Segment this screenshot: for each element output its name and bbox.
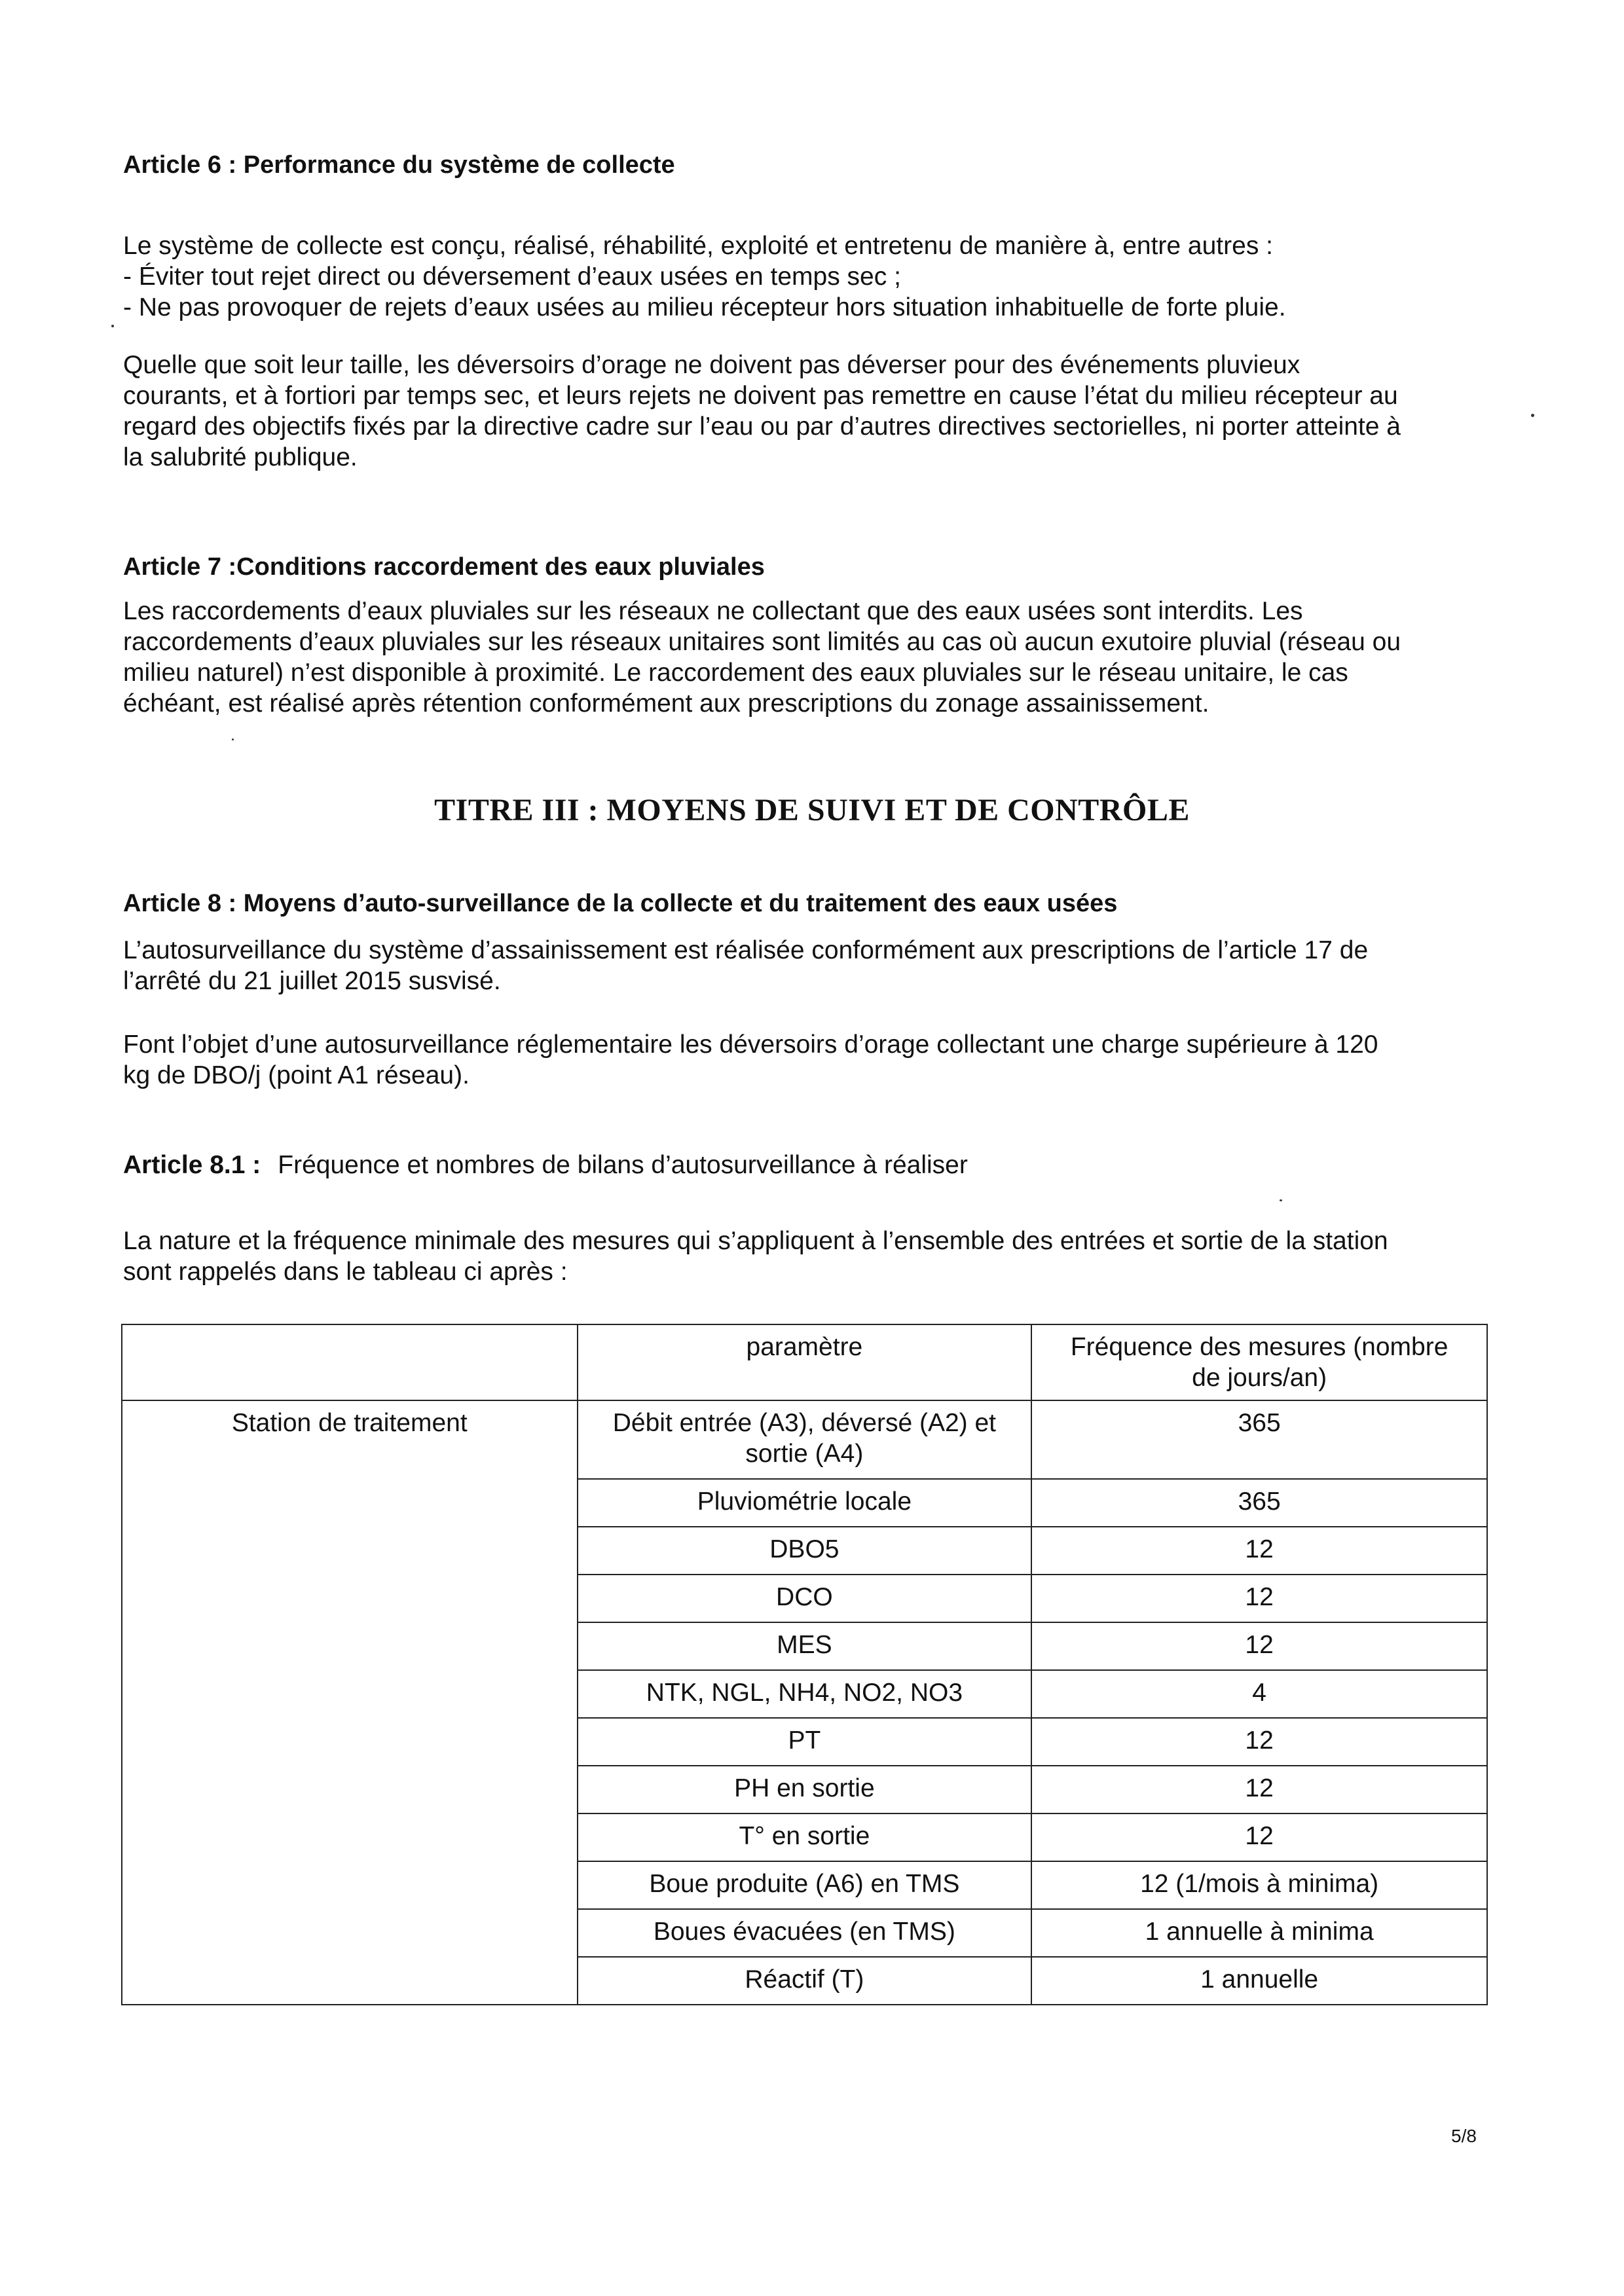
table-row (122, 1400, 1487, 1479)
freq-cell: 12 (1031, 1718, 1487, 1766)
table-header-frequence-line: de jours/an) (1192, 1364, 1327, 1392)
article-8-para-line: l’arrêté du 21 juillet 2015 susvisé. (123, 967, 501, 995)
page-number: 5/8 (1451, 2126, 1477, 2146)
param-cell: DBO5 (578, 1527, 1032, 1575)
scan-speck (1531, 414, 1534, 417)
scan-speck (232, 738, 234, 740)
param-cell: Pluviométrie locale (578, 1479, 1032, 1527)
freq-cell: 12 (1031, 1813, 1487, 1861)
article-7-paragraph (123, 596, 1498, 719)
article-7-para-line: raccordements d’eaux pluviales sur les réseaux unitaires sont limités au cas où aucun exutoire pluvial (réseau ou (123, 628, 1401, 656)
param-line: sortie (A4) (745, 1440, 864, 1468)
article-8-heading-block (123, 888, 1498, 919)
freq-cell: 12 (1031, 1622, 1487, 1670)
freq-cell: 365 (1031, 1400, 1487, 1479)
param-cell (578, 1400, 1032, 1479)
article-8-1-para-line: La nature et la fréquence minimale des mesures qui s’appliquent à l’ensemble des entrées et sortie de la station (123, 1227, 1388, 1255)
article-6-para-line: courants, et à fortiori par temps sec, et leurs rejets ne doivent pas remettre en cause l’état du milieu récepteur au (123, 382, 1398, 410)
param-cell: Réactif (T) (578, 1957, 1032, 2005)
table-header-frequence (1031, 1324, 1487, 1400)
article-6-paragraph (123, 350, 1498, 473)
article-6-bullet-2: - Ne pas provoquer de rejets d’eaux usées au milieu récepteur hors situation inhabituelle de forte pluie. (123, 293, 1286, 321)
titre-3-heading: TITRE III : MOYENS DE SUIVI ET DE CONTRÔLE (434, 793, 1190, 828)
article-8-1-title: Fréquence et nombres de bilans d’autosurveillance à réaliser (278, 1151, 968, 1179)
article-8-paragraph-2 (123, 1029, 1498, 1091)
param-line: Débit entrée (A3), déversé (A2) et (612, 1409, 997, 1437)
article-8-paragraph-1 (123, 935, 1498, 996)
param-cell: Boues évacuées (en TMS) (578, 1909, 1032, 1957)
table-header-row (122, 1324, 1487, 1400)
param-cell: PT (578, 1718, 1032, 1766)
param-cell: DCO (578, 1575, 1032, 1622)
article-6-intro: Le système de collecte est conçu, réalisé, réhabilité, exploité et entretenu de manière à, entre autres : (123, 232, 1273, 260)
article-8-para-line: Font l’objet d’une autosurveillance réglementaire les déversoirs d’orage collectant une charge supérieure à 120 (123, 1030, 1378, 1059)
article-6-bullet-1: - Éviter tout rejet direct ou déversement d’eaux usées en temps sec ; (123, 263, 901, 291)
article-7-heading: Article 7 :Conditions raccordement des eaux pluviales (123, 553, 765, 581)
table-header-parametre-text: paramètre (746, 1333, 863, 1361)
freq-cell: 12 (1031, 1766, 1487, 1813)
table-header-parametre (578, 1324, 1032, 1400)
freq-cell: 365 (1031, 1479, 1487, 1527)
article-7-para-line: échéant, est réalisé après rétention conformément aux prescriptions du zonage assainissement. (123, 689, 1209, 718)
article-8-1-heading (123, 1150, 1498, 1181)
article-8-1-para-line: sont rappelés dans le tableau ci après : (123, 1258, 568, 1286)
article-8-1-label: Article 8.1 : (123, 1151, 261, 1179)
param-cell: MES (578, 1622, 1032, 1670)
article-7-para-line: milieu naturel) n’est disponible à proximité. Le raccordement des eaux pluviales sur le réseau unitaire, le cas (123, 659, 1348, 687)
scan-speck (1280, 1199, 1282, 1201)
article-8-para-line: kg de DBO/j (point A1 réseau). (123, 1061, 470, 1089)
article-8-1-paragraph (123, 1226, 1498, 1287)
scan-speck (111, 325, 114, 327)
article-8-para-line: L’autosurveillance du système d’assainissement est réalisée conformément aux prescriptions de l’article 17 de (123, 936, 1369, 964)
measurement-frequency-table (121, 1324, 1488, 2005)
param-cell: T° en sortie (578, 1813, 1032, 1861)
freq-cell: 4 (1031, 1670, 1487, 1718)
freq-cell: 12 (1031, 1527, 1487, 1575)
article-7-heading-block (123, 551, 1498, 583)
article-6-para-line: regard des objectifs fixés par la directive cadre sur l’eau ou par d’autres directives sectorielles, ni porter atteinte à (123, 412, 1401, 441)
article-8-heading: Article 8 : Moyens d’auto-surveillance de la collecte et du traitement des eaux usées (123, 890, 1118, 917)
article-6-heading-block (123, 149, 1498, 181)
freq-cell: 12 (1/mois à minima) (1031, 1861, 1487, 1909)
article-7-para-line: Les raccordements d’eaux pluviales sur les réseaux ne collectant que des eaux usées sont interdits. Les (123, 597, 1303, 625)
article-6-para-line: la salubrité publique. (123, 443, 358, 471)
freq-cell: 1 annuelle (1031, 1957, 1487, 2005)
freq-cell: 12 (1031, 1575, 1487, 1622)
param-cell: PH en sortie (578, 1766, 1032, 1813)
station-cell (122, 1400, 578, 2005)
article-6-heading: Article 6 : Performance du système de collecte (123, 151, 675, 179)
param-cell: Boue produite (A6) en TMS (578, 1861, 1032, 1909)
freq-cell: 1 annuelle à minima (1031, 1909, 1487, 1957)
table-header-frequence-line: Fréquence des mesures (nombre (1070, 1333, 1449, 1361)
station-label: Station de traitement (231, 1409, 468, 1437)
table-header-empty-cell (122, 1324, 578, 1400)
param-cell: NTK, NGL, NH4, NO2, NO3 (578, 1670, 1032, 1718)
article-6-intro-block (123, 230, 1498, 323)
article-6-para-line: Quelle que soit leur taille, les déversoirs d’orage ne doivent pas déverser pour des événements pluvieux (123, 351, 1301, 379)
